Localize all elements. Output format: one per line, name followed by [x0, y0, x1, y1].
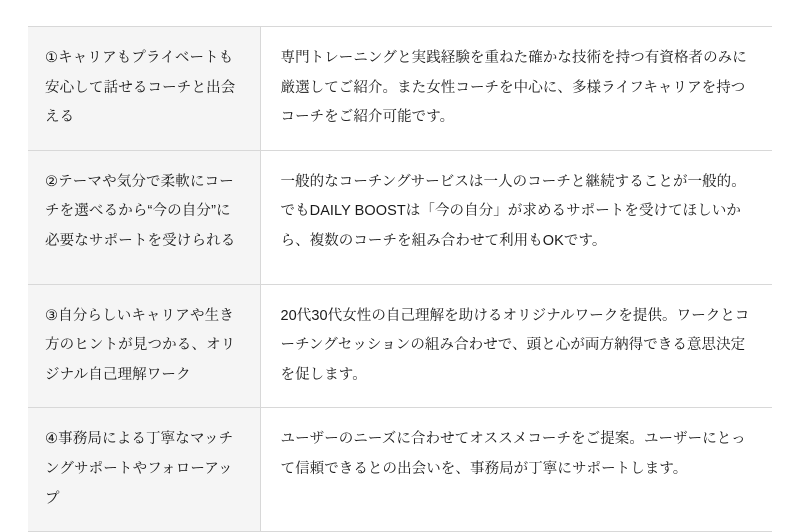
table-row: [28, 27, 772, 151]
feature-table: [28, 26, 772, 532]
feature-description-cell-4: ユーザーのニーズに合わせてオススメコーチをご提案。ユーザーにとって信頼できるとの出会いを、事務局が丁寧にサポートします。: [260, 408, 772, 532]
feature-table-body: [28, 27, 772, 532]
table-row: [28, 408, 772, 532]
table-row: [28, 150, 772, 284]
feature-title-cell-1: ①キャリアもプライベートも安心して話せるコーチと出会える: [28, 27, 260, 151]
feature-description-cell-1: 専門トレーニングと実践経験を重ねた確かな技術を持つ有資格者のみに厳選してご紹介。また女性コーチを中心に、多様ライフキャリアを持つコーチをご紹介可能です。: [260, 27, 772, 151]
feature-description-cell-2: 一般的なコーチングサービスは一人のコーチと継続することが一般的。でもDAILY BOOSTは「今の自分」が求めるサポートを受けてほしいから、複数のコーチを組み合わせて利用もOKです。: [260, 150, 772, 284]
feature-title-cell-4: ④事務局による丁寧なマッチングサポートやフォローアップ: [28, 408, 260, 532]
feature-description-cell-3: 20代30代女性の自己理解を助けるオリジナルワークを提供。ワークとコーチングセッションの組み合わせで、頭と心が両方納得できる意思決定を促します。: [260, 284, 772, 408]
feature-title-cell-2: ②テーマや気分で柔軟にコーチを選べるから“今の自分”に必要なサポートを受けられる: [28, 150, 260, 284]
feature-title-cell-3: ③自分らしいキャリアや生き方のヒントが見つかる、オリジナル自己理解ワーク: [28, 284, 260, 408]
table-row: [28, 284, 772, 408]
